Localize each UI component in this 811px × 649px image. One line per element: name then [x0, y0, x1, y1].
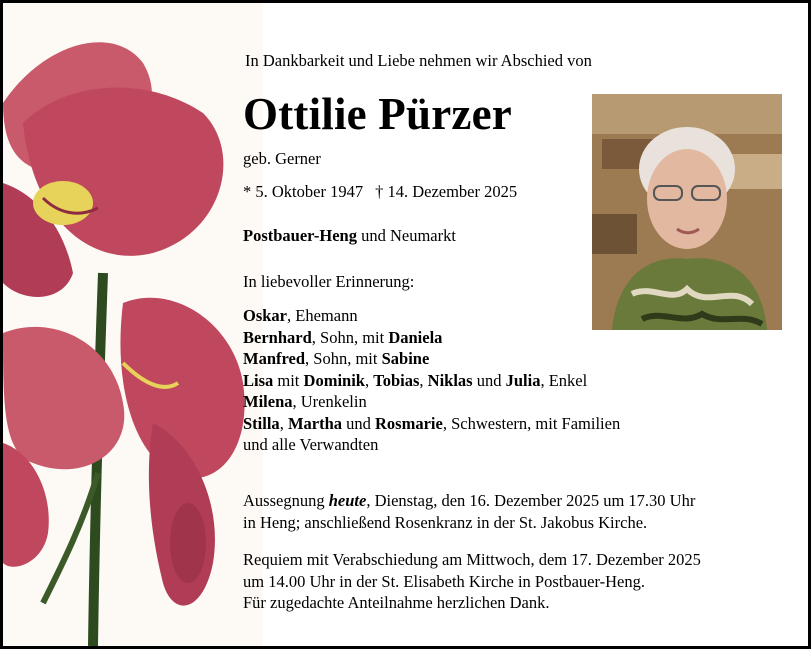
intro-text: In Dankbarkeit und Liebe nehmen wir Abschied von	[245, 51, 592, 70]
life-dates	[243, 181, 517, 203]
memory-heading: In liebevoller Erinnerung:	[243, 272, 415, 291]
family-line: Milena, Urenkelin	[243, 392, 367, 411]
residence	[243, 225, 456, 247]
residence-rest: und Neumarkt	[356, 226, 456, 245]
family-line: und alle Verwandten	[243, 435, 379, 454]
service-info: Aussegnung heute, Dienstag, den 16. Dezember 2025 um 17.30 Uhr in Heng; anschließend Rosenkranz in der St. Jakobus Kirche.	[243, 491, 696, 532]
orchid-image	[3, 3, 263, 646]
family-line: Stilla, Martha und Rosmarie, Schwestern, mit Familien	[243, 413, 621, 433]
birth-date: * 5. Oktober 1947	[243, 182, 364, 201]
death-date: † 14. Dezember 2025	[375, 182, 518, 201]
portrait-photo	[592, 94, 782, 330]
family-line: Manfred, Sohn, mit Sabine	[243, 349, 430, 368]
family-line: Oskar, Ehemann	[243, 306, 358, 325]
service-day: heute	[328, 491, 367, 510]
requiem-info: Requiem mit Verabschiedung am Mittwoch, dem 17. Dezember 2025 um 14.00 Uhr in der St. Elisabeth Kirche in Postbauer-Heng. Für zugedachte Anteilnahme herzlichen Dank.	[243, 550, 701, 612]
family-line: Lisa mit Dominik, Tobias, Niklas und Julia, Enkel	[243, 370, 588, 390]
family-line: Bernhard, Sohn, mit Daniela	[243, 327, 443, 347]
residence-town: Postbauer-Heng	[243, 226, 357, 245]
family-list	[243, 305, 620, 456]
birth-name: geb. Gerner	[243, 149, 321, 168]
deceased-name: Ottilie Pürzer	[243, 89, 512, 139]
